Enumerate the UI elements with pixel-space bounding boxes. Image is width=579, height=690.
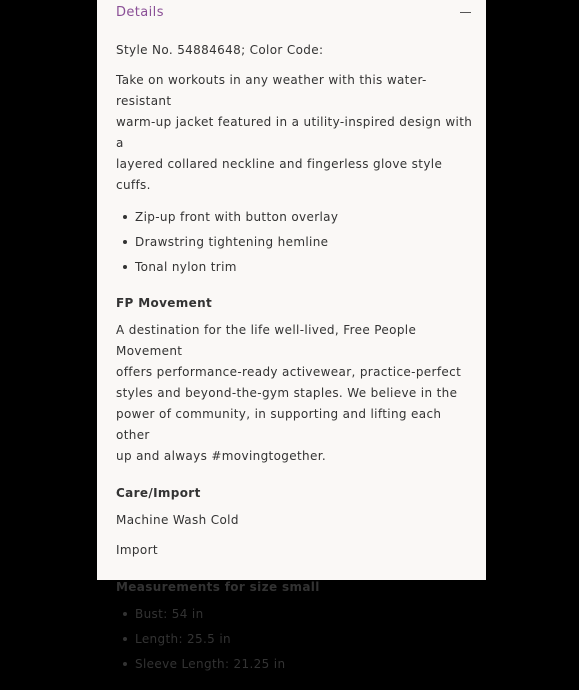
product-description bbox=[116, 70, 476, 196]
list-item: Zip-up front with button overlay bbox=[116, 207, 476, 232]
brand-line: offers performance-ready activewear, practice-perfect bbox=[116, 365, 462, 379]
details-content bbox=[116, 40, 476, 690]
bullet-icon bbox=[123, 637, 127, 641]
brand-description bbox=[116, 320, 476, 467]
care-import: Import bbox=[116, 543, 158, 557]
feature-list bbox=[116, 207, 476, 282]
description-line: layered collared neckline and fingerless glove style cuffs. bbox=[116, 157, 443, 192]
bullet-icon bbox=[123, 612, 127, 616]
list-item: Tonal nylon trim bbox=[116, 257, 476, 282]
list-item: Bust: 54 in bbox=[116, 604, 476, 629]
list-item: Drawstring tightening hemline bbox=[116, 232, 476, 257]
details-panel bbox=[97, 0, 486, 671]
care-heading: Care/Import bbox=[116, 486, 201, 500]
measurements-list bbox=[116, 604, 476, 679]
bullet-icon bbox=[123, 215, 127, 219]
description-line: Take on workouts in any weather with this water-resistant bbox=[116, 73, 427, 108]
minus-collapse-icon[interactable] bbox=[460, 12, 471, 13]
description-line: warm-up jacket featured in a utility-inspired design with a bbox=[116, 115, 473, 150]
style-number: Style No. 54884648; Color Code: bbox=[116, 43, 324, 57]
measurements-heading: Measurements for size small bbox=[116, 580, 320, 594]
care-wash: Machine Wash Cold bbox=[116, 513, 239, 527]
brand-heading: FP Movement bbox=[116, 296, 213, 310]
bullet-icon bbox=[123, 265, 127, 269]
list-item: Sleeve Length: 21.25 in bbox=[116, 654, 476, 679]
brand-line: A destination for the life well-lived, Free People Movement bbox=[116, 323, 417, 358]
brand-line: power of community, in supporting and lifting each other bbox=[116, 407, 442, 442]
list-item: Length: 25.5 in bbox=[116, 629, 476, 654]
details-accordion-header[interactable] bbox=[116, 4, 471, 22]
details-title: Details bbox=[116, 5, 164, 20]
brand-line: up and always #movingtogether. bbox=[116, 449, 327, 463]
brand-line: styles and beyond-the-gym staples. We believe in the bbox=[116, 386, 458, 400]
bullet-icon bbox=[123, 240, 127, 244]
bullet-icon bbox=[123, 662, 127, 666]
